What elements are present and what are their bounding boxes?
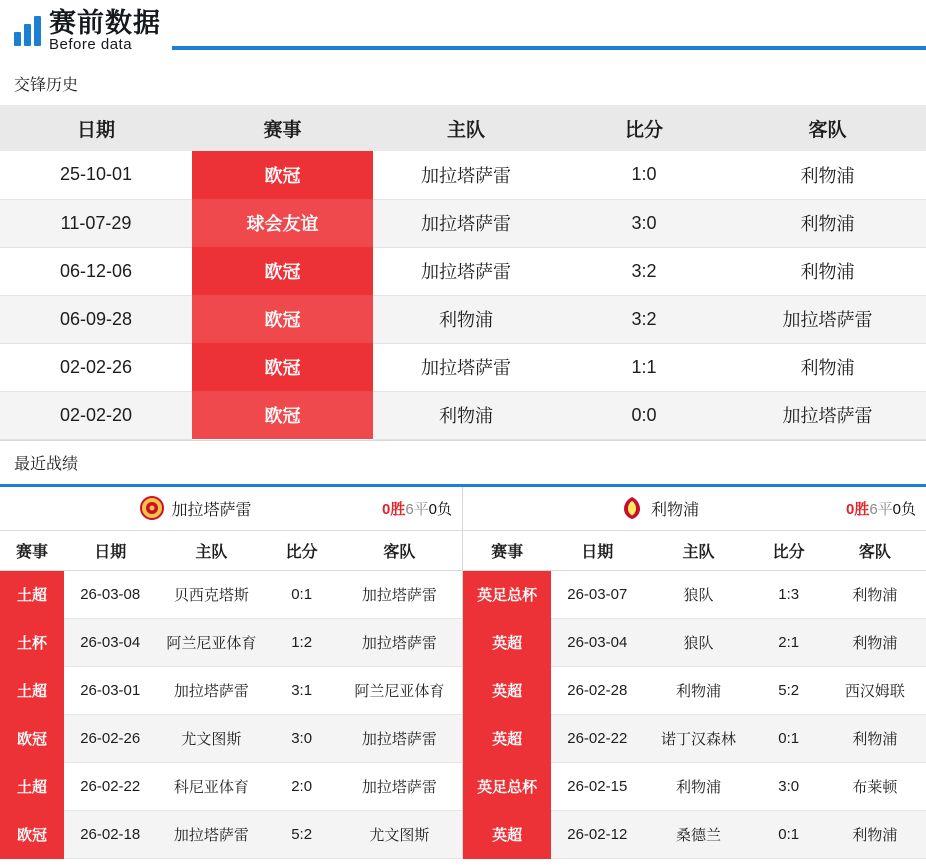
table-row [463, 571, 926, 619]
h2h-col-date: 日期 [0, 105, 192, 151]
right-score: 5:2 [754, 667, 824, 715]
h2h-away: 利物浦 [729, 343, 926, 391]
right-team-name: 利物浦 [650, 501, 699, 519]
h2h-date: 25-10-01 [0, 151, 192, 199]
right-col-comp: 赛事 [463, 531, 551, 571]
right-col-date: 日期 [551, 531, 643, 571]
right-away: 利物浦 [824, 811, 926, 859]
h2h-score: 3:0 [559, 199, 729, 247]
left-record-win: 0胜 [381, 500, 406, 518]
table-row [0, 811, 462, 859]
left-date: 26-03-04 [64, 619, 156, 667]
h2h-home: 加拉塔萨雷 [373, 151, 559, 199]
table-row [463, 619, 926, 667]
left-score: 1:2 [267, 619, 337, 667]
h2h-comp: 欧冠 [192, 151, 373, 199]
h2h-home: 加拉塔萨雷 [373, 199, 559, 247]
h2h-score: 1:1 [559, 343, 729, 391]
table-row [0, 247, 926, 295]
h2h-score: 3:2 [559, 247, 729, 295]
h2h-home: 利物浦 [373, 391, 559, 439]
h2h-away: 加拉塔萨雷 [729, 391, 926, 439]
left-record-draw: 6平 [405, 500, 429, 518]
left-score: 5:2 [267, 811, 337, 859]
left-comp: 土超 [0, 763, 64, 811]
app-header [0, 0, 926, 62]
left-home: 阿兰尼亚体育 [156, 619, 266, 667]
recent-left-column [0, 487, 463, 860]
h2h-away: 利物浦 [729, 151, 926, 199]
table-row [463, 811, 926, 859]
right-header-row [463, 531, 926, 571]
table-row [0, 763, 462, 811]
left-away: 加拉塔萨雷 [337, 763, 462, 811]
left-team-name: 加拉塔萨雷 [171, 501, 252, 519]
table-row [0, 619, 462, 667]
left-col-score: 比分 [267, 531, 337, 571]
right-comp: 英超 [463, 667, 551, 715]
right-recent-table [463, 531, 926, 860]
right-home: 利物浦 [643, 763, 753, 811]
left-date: 26-03-08 [64, 571, 156, 619]
table-row [0, 295, 926, 343]
table-row [0, 667, 462, 715]
h2h-section-title: 交锋历史 [0, 62, 926, 105]
right-team-header [463, 487, 926, 531]
h2h-home: 加拉塔萨雷 [373, 343, 559, 391]
right-team-record [846, 498, 916, 519]
right-record-win: 0胜 [845, 500, 870, 518]
right-col-away: 客队 [824, 531, 926, 571]
table-row [0, 151, 926, 199]
table-row [463, 763, 926, 811]
recent-section-title: 最近战绩 [0, 441, 926, 484]
left-recent-table [0, 531, 462, 860]
left-date: 26-02-26 [64, 715, 156, 763]
left-col-home: 主队 [156, 531, 266, 571]
table-row [0, 343, 926, 391]
h2h-home: 利物浦 [373, 295, 559, 343]
h2h-comp: 欧冠 [192, 391, 373, 439]
header-divider [172, 46, 926, 50]
h2h-comp: 欧冠 [192, 295, 373, 343]
right-away: 西汉姆联 [824, 667, 926, 715]
right-col-home: 主队 [643, 531, 753, 571]
h2h-date: 06-09-28 [0, 295, 192, 343]
h2h-col-home: 主队 [373, 105, 559, 151]
liverpool-crest-icon [620, 496, 644, 520]
left-score: 0:1 [267, 571, 337, 619]
table-row [0, 391, 926, 439]
right-comp: 英超 [463, 715, 551, 763]
right-home: 狼队 [643, 619, 753, 667]
right-comp: 英超 [463, 619, 551, 667]
left-comp: 土超 [0, 571, 64, 619]
right-comp: 英足总杯 [463, 763, 551, 811]
right-home: 狼队 [643, 571, 753, 619]
h2h-score: 0:0 [559, 391, 729, 439]
left-away: 加拉塔萨雷 [337, 715, 462, 763]
right-score: 0:1 [754, 811, 824, 859]
left-comp: 土杯 [0, 619, 64, 667]
h2h-score: 3:2 [559, 295, 729, 343]
left-home: 加拉塔萨雷 [156, 667, 266, 715]
brand-logo [14, 9, 161, 53]
left-col-comp: 赛事 [0, 531, 64, 571]
right-score: 0:1 [754, 715, 824, 763]
right-date: 26-02-22 [551, 715, 643, 763]
left-comp: 土超 [0, 667, 64, 715]
brand-title-cn: 赛前数据 [49, 7, 161, 38]
table-row [0, 199, 926, 247]
h2h-score: 1:0 [559, 151, 729, 199]
h2h-col-score: 比分 [559, 105, 729, 151]
h2h-home: 加拉塔萨雷 [373, 247, 559, 295]
right-home: 利物浦 [643, 667, 753, 715]
left-col-date: 日期 [64, 531, 156, 571]
right-date: 26-02-15 [551, 763, 643, 811]
left-col-away: 客队 [337, 531, 462, 571]
brand-title-en: Before data [49, 36, 133, 54]
left-away: 加拉塔萨雷 [337, 571, 462, 619]
left-score: 3:1 [267, 667, 337, 715]
h2h-away: 利物浦 [729, 247, 926, 295]
h2h-date: 02-02-26 [0, 343, 192, 391]
h2h-comp: 欧冠 [192, 343, 373, 391]
right-col-score: 比分 [754, 531, 824, 571]
left-team-header [0, 487, 462, 531]
recent-right-column [463, 487, 926, 860]
right-home: 桑德兰 [643, 811, 753, 859]
right-record-loss: 0负 [892, 500, 917, 518]
right-date: 26-03-04 [551, 619, 643, 667]
h2h-date: 11-07-29 [0, 199, 192, 247]
left-date: 26-03-01 [64, 667, 156, 715]
right-away: 利物浦 [824, 571, 926, 619]
table-row [0, 571, 462, 619]
left-record-loss: 0负 [428, 500, 453, 518]
h2h-col-away: 客队 [729, 105, 926, 151]
left-header-row [0, 531, 462, 571]
h2h-header-row [0, 105, 926, 151]
table-row [463, 667, 926, 715]
h2h-table [0, 105, 926, 440]
right-home: 诺丁汉森林 [643, 715, 753, 763]
galatasaray-crest-icon [140, 496, 164, 520]
left-date: 26-02-22 [64, 763, 156, 811]
left-away: 尤文图斯 [337, 811, 462, 859]
right-score: 3:0 [754, 763, 824, 811]
left-away: 加拉塔萨雷 [337, 619, 462, 667]
recent-columns [0, 487, 926, 860]
left-home: 科尼亚体育 [156, 763, 266, 811]
left-date: 26-02-18 [64, 811, 156, 859]
left-comp: 欧冠 [0, 811, 64, 859]
right-score: 1:3 [754, 571, 824, 619]
left-away: 阿兰尼亚体育 [337, 667, 462, 715]
table-row [0, 715, 462, 763]
right-comp: 英足总杯 [463, 571, 551, 619]
h2h-col-comp: 赛事 [192, 105, 373, 151]
h2h-comp: 欧冠 [192, 247, 373, 295]
h2h-date: 06-12-06 [0, 247, 192, 295]
left-home: 尤文图斯 [156, 715, 266, 763]
table-row [463, 715, 926, 763]
h2h-comp: 球会友谊 [192, 199, 373, 247]
bar-chart-icon [14, 16, 41, 46]
left-score: 3:0 [267, 715, 337, 763]
right-record-draw: 6平 [869, 500, 893, 518]
brand-text [49, 9, 161, 53]
right-comp: 英超 [463, 811, 551, 859]
left-comp: 欧冠 [0, 715, 64, 763]
left-score: 2:0 [267, 763, 337, 811]
right-away: 布莱顿 [824, 763, 926, 811]
h2h-away: 利物浦 [729, 199, 926, 247]
h2h-away: 加拉塔萨雷 [729, 295, 926, 343]
left-home: 贝西克塔斯 [156, 571, 266, 619]
right-date: 26-02-28 [551, 667, 643, 715]
left-home: 加拉塔萨雷 [156, 811, 266, 859]
right-date: 26-02-12 [551, 811, 643, 859]
right-away: 利物浦 [824, 715, 926, 763]
right-date: 26-03-07 [551, 571, 643, 619]
h2h-date: 02-02-20 [0, 391, 192, 439]
right-away: 利物浦 [824, 619, 926, 667]
right-score: 2:1 [754, 619, 824, 667]
left-team-record [382, 498, 452, 519]
